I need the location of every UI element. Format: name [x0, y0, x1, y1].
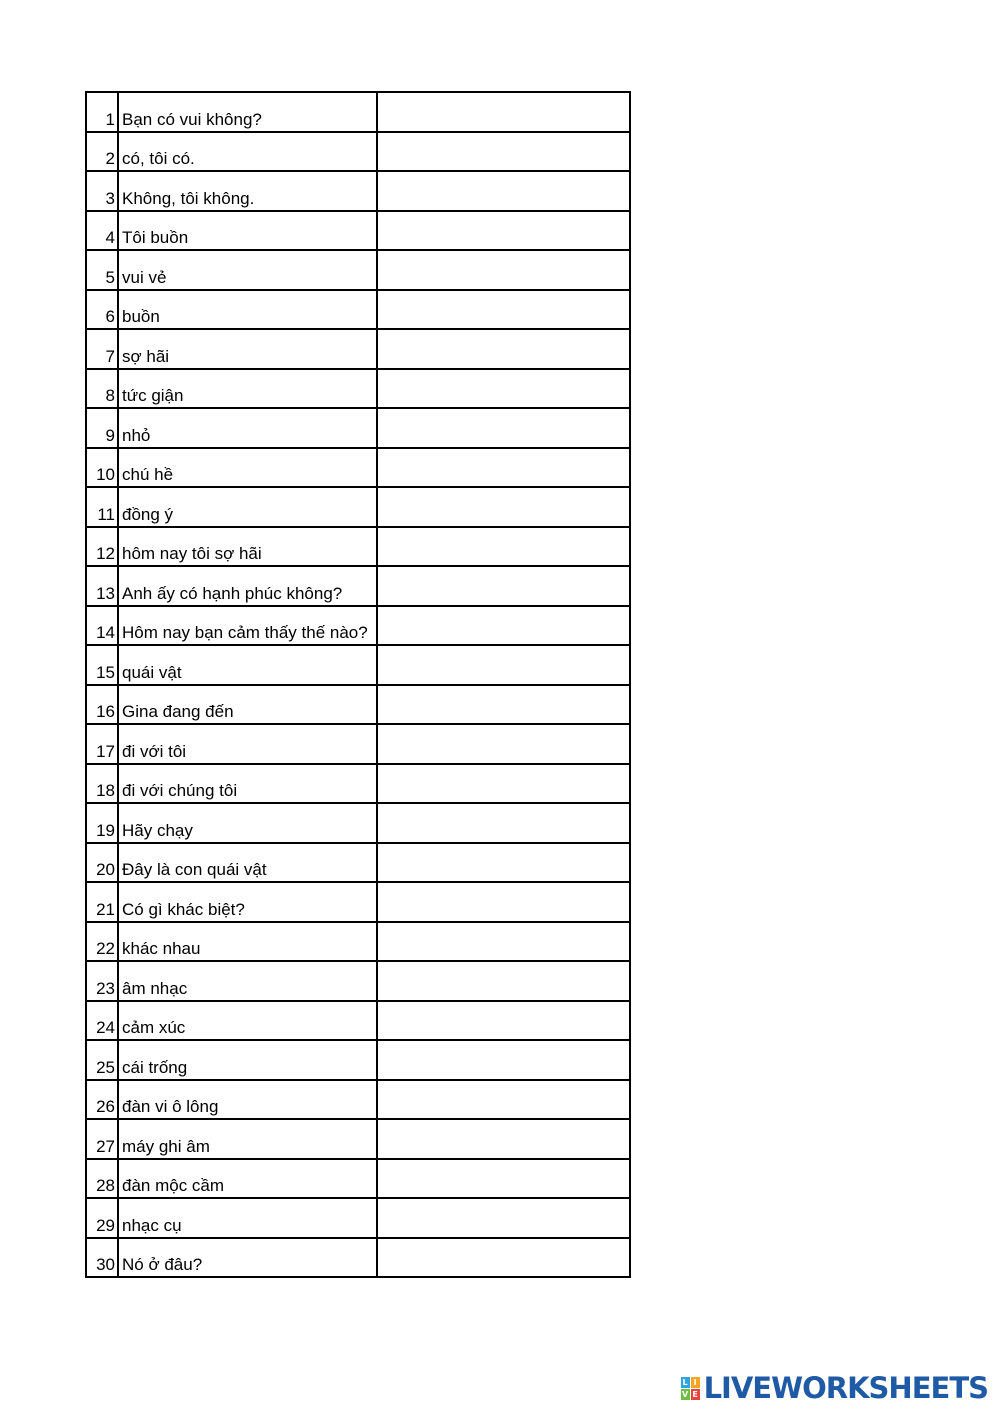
row-number: 2 — [86, 132, 118, 172]
row-prompt-text: chú hề — [118, 448, 377, 488]
table-row — [86, 369, 630, 409]
table-row — [86, 961, 630, 1001]
row-prompt-text: âm nhạc — [118, 961, 377, 1001]
answer-input[interactable] — [378, 966, 629, 1000]
table-row — [86, 843, 630, 883]
row-prompt-text: cái trống — [118, 1040, 377, 1080]
row-number: 13 — [86, 566, 118, 606]
row-number: 10 — [86, 448, 118, 488]
row-number: 15 — [86, 645, 118, 685]
row-number: 29 — [86, 1198, 118, 1238]
answer-cell[interactable] — [377, 132, 630, 172]
table-row — [86, 882, 630, 922]
answer-cell[interactable] — [377, 1119, 630, 1159]
answer-input[interactable] — [378, 768, 629, 802]
answer-input[interactable] — [378, 847, 629, 881]
row-number: 17 — [86, 724, 118, 764]
answer-input[interactable] — [378, 1045, 629, 1079]
row-prompt-text: cảm xúc — [118, 1001, 377, 1041]
table-row — [86, 290, 630, 330]
row-prompt-text: Hôm nay bạn cảm thấy thế nào? — [118, 606, 377, 646]
answer-input[interactable] — [378, 1163, 629, 1197]
row-prompt-text: đi với chúng tôi — [118, 764, 377, 804]
answer-cell[interactable] — [377, 1080, 630, 1120]
answer-cell[interactable] — [377, 961, 630, 1001]
table-row — [86, 132, 630, 172]
table-row — [86, 1159, 630, 1199]
row-prompt-text: khác nhau — [118, 922, 377, 962]
table-row — [86, 922, 630, 962]
answer-input[interactable] — [378, 1242, 629, 1276]
row-number: 8 — [86, 369, 118, 409]
answer-input[interactable] — [378, 729, 629, 763]
answer-cell[interactable] — [377, 1159, 630, 1199]
answer-input[interactable] — [378, 97, 629, 131]
answer-cell[interactable] — [377, 724, 630, 764]
table-row — [86, 764, 630, 804]
table-row — [86, 566, 630, 606]
row-number: 20 — [86, 843, 118, 883]
row-prompt-text: đi với tôi — [118, 724, 377, 764]
table-row — [86, 724, 630, 764]
row-number: 4 — [86, 211, 118, 251]
answer-cell[interactable] — [377, 527, 630, 567]
row-number: 6 — [86, 290, 118, 330]
answer-input[interactable] — [378, 255, 629, 289]
row-prompt-text: Không, tôi không. — [118, 171, 377, 211]
row-number: 19 — [86, 803, 118, 843]
row-number: 18 — [86, 764, 118, 804]
answer-cell[interactable] — [377, 92, 630, 132]
answer-input[interactable] — [378, 571, 629, 605]
table-row — [86, 250, 630, 290]
row-prompt-text: sợ hãi — [118, 329, 377, 369]
answer-cell[interactable] — [377, 566, 630, 606]
answer-input[interactable] — [378, 689, 629, 723]
answer-cell[interactable] — [377, 329, 630, 369]
answer-cell[interactable] — [377, 922, 630, 962]
row-prompt-text: nhỏ — [118, 408, 377, 448]
liveworksheets-logo — [681, 1371, 988, 1405]
answer-input[interactable] — [378, 294, 629, 328]
table-row — [86, 606, 630, 646]
row-prompt-text: Đây là con quái vật — [118, 843, 377, 883]
answer-input[interactable] — [378, 1005, 629, 1039]
row-prompt-text: tức giận — [118, 369, 377, 409]
table-row — [86, 1040, 630, 1080]
row-number: 21 — [86, 882, 118, 922]
answer-cell[interactable] — [377, 448, 630, 488]
answer-cell[interactable] — [377, 685, 630, 725]
row-number: 3 — [86, 171, 118, 211]
logo-icon-letter-i: I — [691, 1377, 700, 1388]
row-prompt-text: Anh ấy có hạnh phúc không? — [118, 566, 377, 606]
answer-input[interactable] — [378, 531, 629, 565]
row-number: 23 — [86, 961, 118, 1001]
table-row — [86, 1238, 630, 1278]
row-prompt-text: buồn — [118, 290, 377, 330]
answer-input[interactable] — [378, 413, 629, 447]
answer-input[interactable] — [378, 176, 629, 210]
answer-input[interactable] — [378, 650, 629, 684]
answer-cell[interactable] — [377, 408, 630, 448]
row-prompt-text: đàn vi ô lông — [118, 1080, 377, 1120]
row-number: 27 — [86, 1119, 118, 1159]
answer-cell[interactable] — [377, 843, 630, 883]
row-prompt-text: máy ghi âm — [118, 1119, 377, 1159]
row-number: 1 — [86, 92, 118, 132]
row-number: 5 — [86, 250, 118, 290]
row-prompt-text: có, tôi có. — [118, 132, 377, 172]
row-prompt-text: Có gì khác biệt? — [118, 882, 377, 922]
row-prompt-text: Nó ở đâu? — [118, 1238, 377, 1278]
answer-cell[interactable] — [377, 803, 630, 843]
row-number: 26 — [86, 1080, 118, 1120]
answer-input[interactable] — [378, 452, 629, 486]
table-row — [86, 448, 630, 488]
row-prompt-text: nhạc cụ — [118, 1198, 377, 1238]
table-row — [86, 1119, 630, 1159]
logo-icon-letter-l: L — [682, 1378, 688, 1387]
answer-input[interactable] — [378, 926, 629, 960]
answer-cell[interactable] — [377, 1001, 630, 1041]
answer-input[interactable] — [378, 334, 629, 368]
table-row — [86, 685, 630, 725]
worksheet-table-body — [86, 92, 630, 1277]
row-number: 22 — [86, 922, 118, 962]
answer-input[interactable] — [378, 492, 629, 526]
answer-cell[interactable] — [377, 1238, 630, 1278]
table-row — [86, 803, 630, 843]
table-row — [86, 1198, 630, 1238]
table-row — [86, 171, 630, 211]
answer-cell[interactable] — [377, 171, 630, 211]
row-prompt-text: Hãy chạy — [118, 803, 377, 843]
row-number: 30 — [86, 1238, 118, 1278]
table-row — [86, 527, 630, 567]
answer-input[interactable] — [378, 887, 629, 921]
worksheet-table — [85, 91, 631, 1278]
table-row — [86, 211, 630, 251]
liveworksheets-logo-icon — [681, 1377, 700, 1400]
answer-cell[interactable] — [377, 211, 630, 251]
answer-input[interactable] — [378, 215, 629, 249]
answer-cell[interactable] — [377, 1040, 630, 1080]
row-number: 28 — [86, 1159, 118, 1199]
answer-cell[interactable] — [377, 645, 630, 685]
row-number: 14 — [86, 606, 118, 646]
table-row — [86, 92, 630, 132]
answer-cell[interactable] — [377, 882, 630, 922]
answer-cell[interactable] — [377, 764, 630, 804]
answer-cell[interactable] — [377, 369, 630, 409]
row-number: 9 — [86, 408, 118, 448]
answer-cell[interactable] — [377, 250, 630, 290]
table-row — [86, 1080, 630, 1120]
answer-cell[interactable] — [377, 1198, 630, 1238]
row-number: 12 — [86, 527, 118, 567]
answer-input[interactable] — [378, 610, 629, 644]
logo-icon-letter-v: V — [681, 1390, 689, 1399]
answer-input[interactable] — [378, 1203, 629, 1237]
row-number: 24 — [86, 1001, 118, 1041]
answer-cell[interactable] — [377, 606, 630, 646]
table-row — [86, 408, 630, 448]
row-prompt-text: Gina đang đến — [118, 685, 377, 725]
table-row — [86, 487, 630, 527]
table-row — [86, 1001, 630, 1041]
answer-input[interactable] — [378, 373, 629, 407]
answer-cell[interactable] — [377, 290, 630, 330]
answer-cell[interactable] — [377, 487, 630, 527]
answer-input[interactable] — [378, 1124, 629, 1158]
row-prompt-text: Tôi buồn — [118, 211, 377, 251]
row-prompt-text: đồng ý — [118, 487, 377, 527]
answer-input[interactable] — [378, 1084, 629, 1118]
answer-input[interactable] — [378, 808, 629, 842]
table-row — [86, 645, 630, 685]
row-prompt-text: Bạn có vui không? — [118, 92, 377, 132]
row-number: 16 — [86, 685, 118, 725]
row-number: 11 — [86, 487, 118, 527]
row-number: 7 — [86, 329, 118, 369]
logo-icon-letter-e: E — [692, 1390, 698, 1399]
row-number: 25 — [86, 1040, 118, 1080]
table-row — [86, 329, 630, 369]
liveworksheets-logo-text: LIVEWORKSHEETS — [703, 1371, 988, 1405]
row-prompt-text: đàn mộc cầm — [118, 1159, 377, 1199]
answer-input[interactable] — [378, 136, 629, 170]
row-prompt-text: vui vẻ — [118, 250, 377, 290]
row-prompt-text: hôm nay tôi sợ hãi — [118, 527, 377, 567]
row-prompt-text: quái vật — [118, 645, 377, 685]
